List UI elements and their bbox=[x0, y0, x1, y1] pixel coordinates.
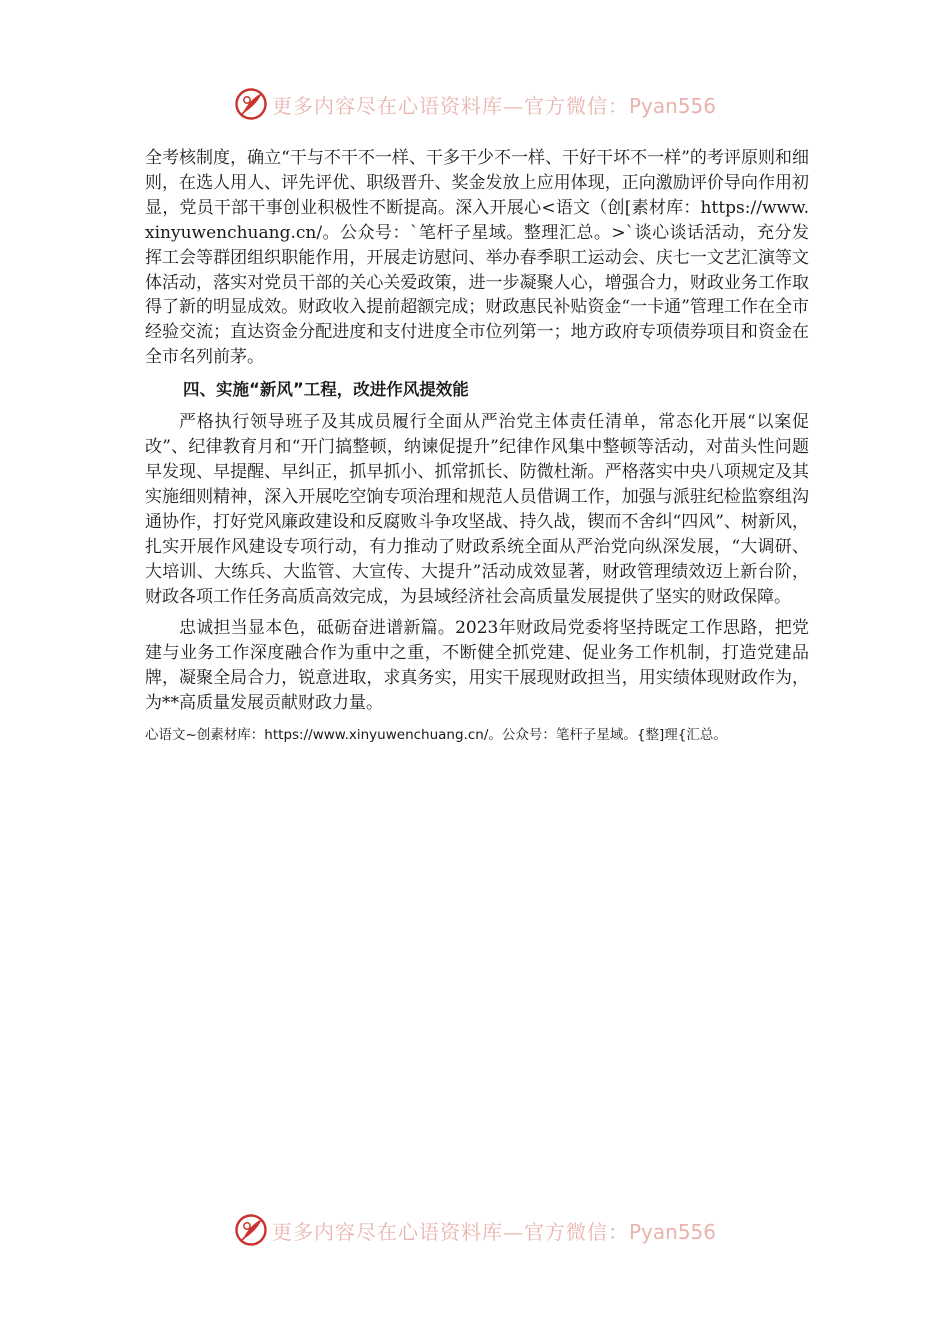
banner-slogan: 更多内容尽在心语资料库—官方微信： bbox=[271, 93, 629, 118]
banner-text bbox=[272, 1216, 716, 1245]
banner-wechat-id: Pyan556 bbox=[628, 93, 716, 118]
section-heading: 四、实施“新风”工程，改进作风提效能 bbox=[183, 380, 469, 400]
feather-pen-logo-icon bbox=[234, 1213, 268, 1247]
banner-text bbox=[272, 90, 716, 119]
document-body bbox=[145, 146, 809, 746]
banner-wechat-id: Pyan556 bbox=[628, 1219, 716, 1244]
paragraph-3: 忠诚担当显本色，砥砺奋进谱新篇。2023年财政局党委将坚持既定工作思路，把党建与业务工作深度融合作为重中之重，不断健全抓党建、促业务工作机制，打造党建品牌，凝聚全局合力，锐意进取，求真务实，用实干展现财政担当，用实绩体现财政作为，为**高质量发展贡献财政力量。 bbox=[145, 618, 809, 714]
bottom-banner bbox=[0, 1210, 950, 1250]
top-banner bbox=[0, 84, 950, 124]
paragraph-2: 严格执行领导班子及其成员履行全面从严治党主体责任清单，常态化开展“以案促改”、纪律教育月和“开门搞整顿，纳谏促提升”纪律作风集中整顿等活动，对苗头性问题早发现、早提醒、早纠正，抓早抓小、抓常抓长、防微杜渐。严格落实中央八项规定及其实施细则精神，深入开展吃空饷专项治理和规范人员借调工作，加强与派驻纪检监察组沟通协作，打好党风廉政建设和反腐败斗争攻坚战、持久战，锲而不舍纠“四风”、树新风，扎实开展作风建设专项行动，有力推动了财政系统全面从严治党向纵深发展，“大调研、大培训、大练兵、大监管、大宣传、大提升”活动成效显著，财政管理绩效迈上新台阶，财政各项工作任务高质高效完成，为县域经济社会高质量发展提供了坚实的财政保障。 bbox=[145, 412, 809, 607]
feather-pen-logo-icon bbox=[234, 87, 268, 121]
source-note: 心语文~创素材库：https://www.xinyuwenchuang.cn/。公众号：笔杆子星域。{整]理{汇总。 bbox=[145, 727, 727, 744]
paragraph-1: 全考核制度，确立“干与不干不一样、干多干少不一样、干好干坏不一样”的考评原则和细则，在选人用人、评先评优、职级晋升、奖金发放上应用体现，正向激励评价导向作用初显，党员干部干事创业积极性不断提高。深入开展心<语文（创[素材库：https://www.xinyuwenchuang.cn/。公众号：`笔杆子星域。整理汇总。>`谈心谈话活动，充分发挥工会等群团组织职能作用，开展走访慰问、举办春季职工运动会、庆七一文艺汇演等文体活动，落实对党员干部的关心关爱政策，进一步凝聚人心，增强合力，财政业务工作取得了新的明显成效。财政收入提前超额完成；财政惠民补贴资金“一卡通”管理工作在全市经验交流；直达资金分配进度和支付进度全市位列第一；地方政府专项债券项目和资金在全市名列前茅。 bbox=[145, 148, 809, 368]
banner-slogan: 更多内容尽在心语资料库—官方微信： bbox=[271, 1219, 629, 1244]
